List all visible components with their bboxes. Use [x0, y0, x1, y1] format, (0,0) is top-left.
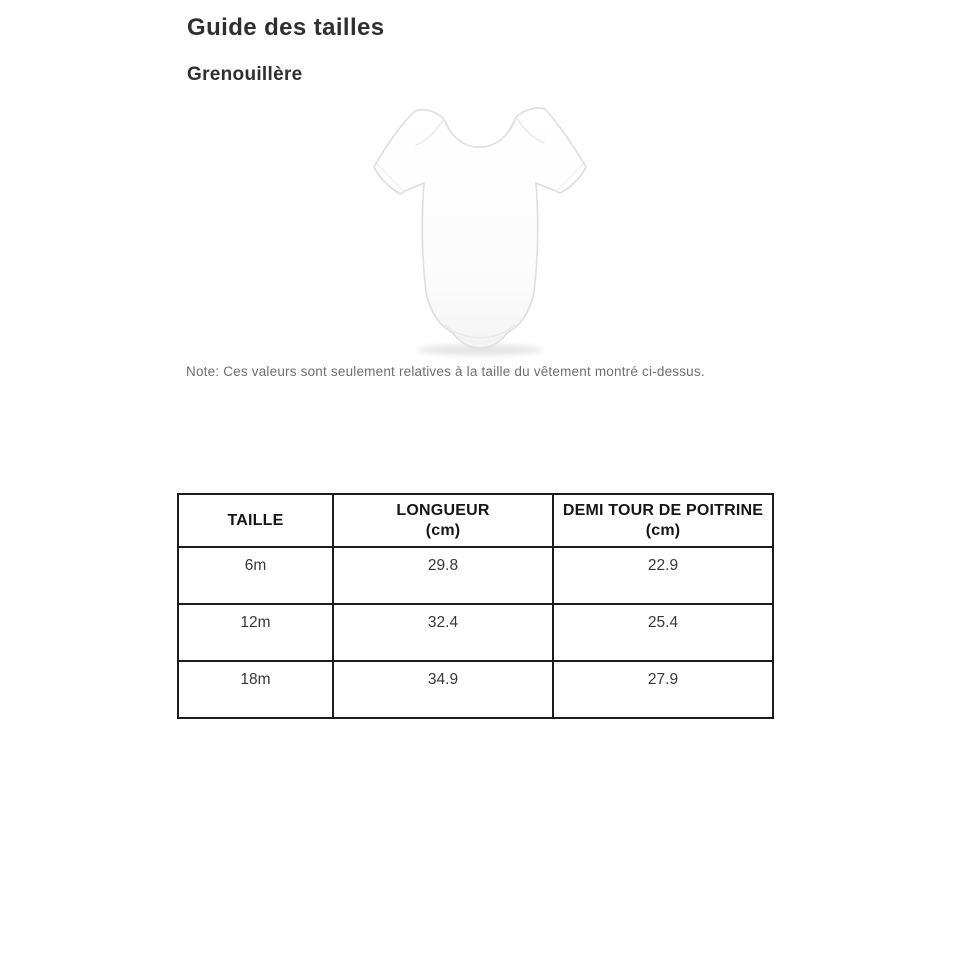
column-header-demi-tour-de-poitrine	[553, 494, 773, 547]
header-row	[178, 494, 773, 547]
product-type-subtitle: Grenouillère	[187, 64, 303, 85]
table-row-12m	[178, 604, 773, 661]
cell-half-chest: 27.9	[553, 661, 773, 718]
cell-length: 29.8	[333, 547, 553, 604]
page-title: Guide des tailles	[187, 14, 385, 41]
size-table-body	[178, 547, 773, 718]
cell-size: 18m	[178, 661, 333, 718]
cell-half-chest: 22.9	[553, 547, 773, 604]
header-unit: (cm)	[645, 521, 681, 539]
size-table-header	[178, 494, 773, 547]
header-label: LONGUEUR	[396, 501, 490, 519]
cell-length: 32.4	[333, 604, 553, 661]
header-label: TAILLE	[227, 511, 284, 529]
cell-size: 12m	[178, 604, 333, 661]
product-image	[360, 95, 600, 360]
size-note: Note: Ces valeurs sont seulement relatives à la taille du vêtement montré ci-dessus.	[186, 364, 705, 379]
cell-half-chest: 25.4	[553, 604, 773, 661]
cell-length: 34.9	[333, 661, 553, 718]
header-label: DEMI TOUR DE POITRINE	[562, 501, 764, 519]
size-table	[177, 493, 774, 719]
header-unit: (cm)	[425, 521, 461, 539]
onesie-body	[374, 108, 586, 348]
cell-size: 6m	[178, 547, 333, 604]
column-header-longueur	[333, 494, 553, 547]
table-row-6m	[178, 547, 773, 604]
column-header-taille	[178, 494, 333, 547]
baby-onesie-image	[360, 95, 600, 360]
table-row-18m	[178, 661, 773, 718]
